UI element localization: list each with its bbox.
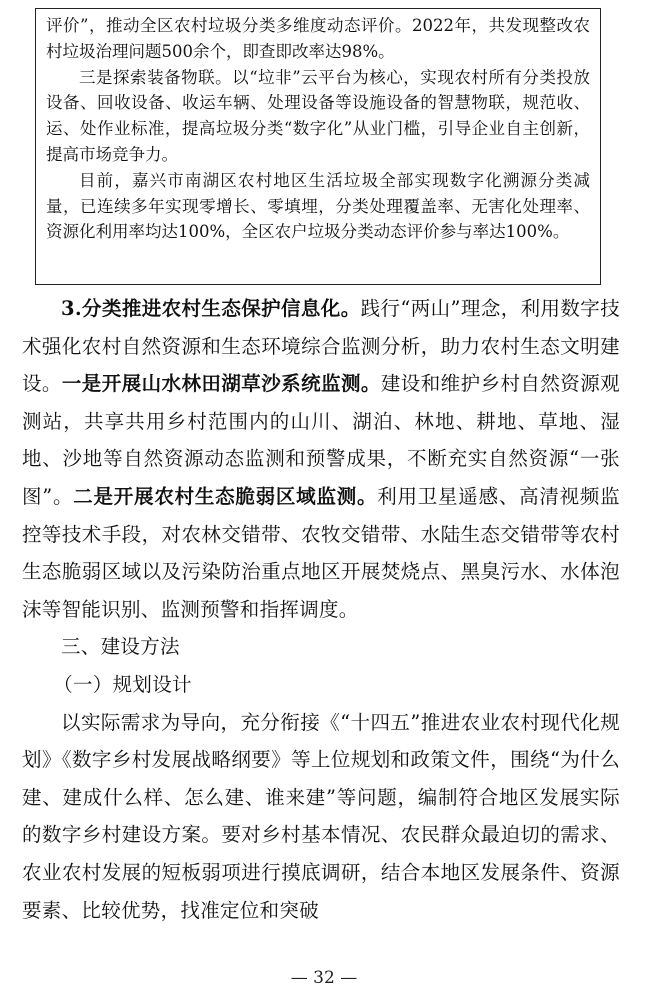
section3-bold-2: 二是开展农村生态脆弱区域监测。 xyxy=(73,484,378,508)
section3-text-3: 利用卫星遥感、高清视频监控等技术手段，对农林交错带、农牧交错带、水陆生态交错带等农村生态脆弱区域以及污染防治重点地区开展焚烧点、黑臭污水、水体泡沫等智能识别、监测预警和指挥调度。 xyxy=(22,484,620,621)
section3-text-1: 践行“两山”理念，利用数字技术强化农村自然资源和生态环境综合监测分析，助力农村生态文明建设。 xyxy=(22,297,620,396)
section3-paragraph xyxy=(22,290,620,628)
page-number: — 32 — xyxy=(290,968,358,988)
section3-bold-1: 一是开展山水林田湖草沙系统监测。 xyxy=(61,372,381,396)
section3-text-2: 建设和维护乡村自然资源观测站，共享共用乡村范围内的山川、湖泊、林地、耕地、草地、湿地、沙地等自然资源动态监测和预警成果，不断充实自然资源“一张图”。 xyxy=(22,372,620,508)
section3-heading: 3.分类推进农村生态保护信息化。 xyxy=(61,297,361,320)
main-body xyxy=(22,290,620,929)
box-paragraph-3: 目前，嘉兴市南湖区农村地区生活垃圾全部实现数字化溯源分类减量，已连续多年实现零增长、零填埋，分类处理覆盖率、无害化处理率、资源化利用率均达100%，全区农户垃圾分类动态评价参与率达100%。 xyxy=(46,170,590,242)
planning-paragraph: 以实际需求为导向，充分衔接《“十四五”推进农业农村现代化规划》《数字乡村发展战略纲要》等上位规划和政策文件，围绕“为什么建、建成什么样、怎么建、谁来建”等问题，编制符合地区发展实际的数字乡村建设方案。要对乡村基本情况、农民群众最迫切的需求、农业农村发展的短板弱项进行摸底调研，结合本地区发展条件、资源要素、比较优势，找准定位和突破 xyxy=(22,710,620,922)
section-heading: 三、建设方法 xyxy=(61,635,180,659)
box-paragraph-1: 评价”，推动全区农村垃圾分类多维度动态评价。2022年，共发现整改农村垃圾治理问题500余个，即查即改率达98%。 xyxy=(46,16,590,61)
box-paragraph-2: 三是探索装备物联。以“垃非”云平台为核心，实现农村所有分类投放设备、回收设备、收运车辆、处理设备等设施设备的智慧物联，规范收、运、处作业标准，提高垃圾分类“数字化”从业门槛，引导企业自主创新，提高市场竞争力。 xyxy=(46,67,590,164)
case-study-box xyxy=(35,8,601,285)
subsection-heading: （一）规划设计 xyxy=(53,672,192,696)
